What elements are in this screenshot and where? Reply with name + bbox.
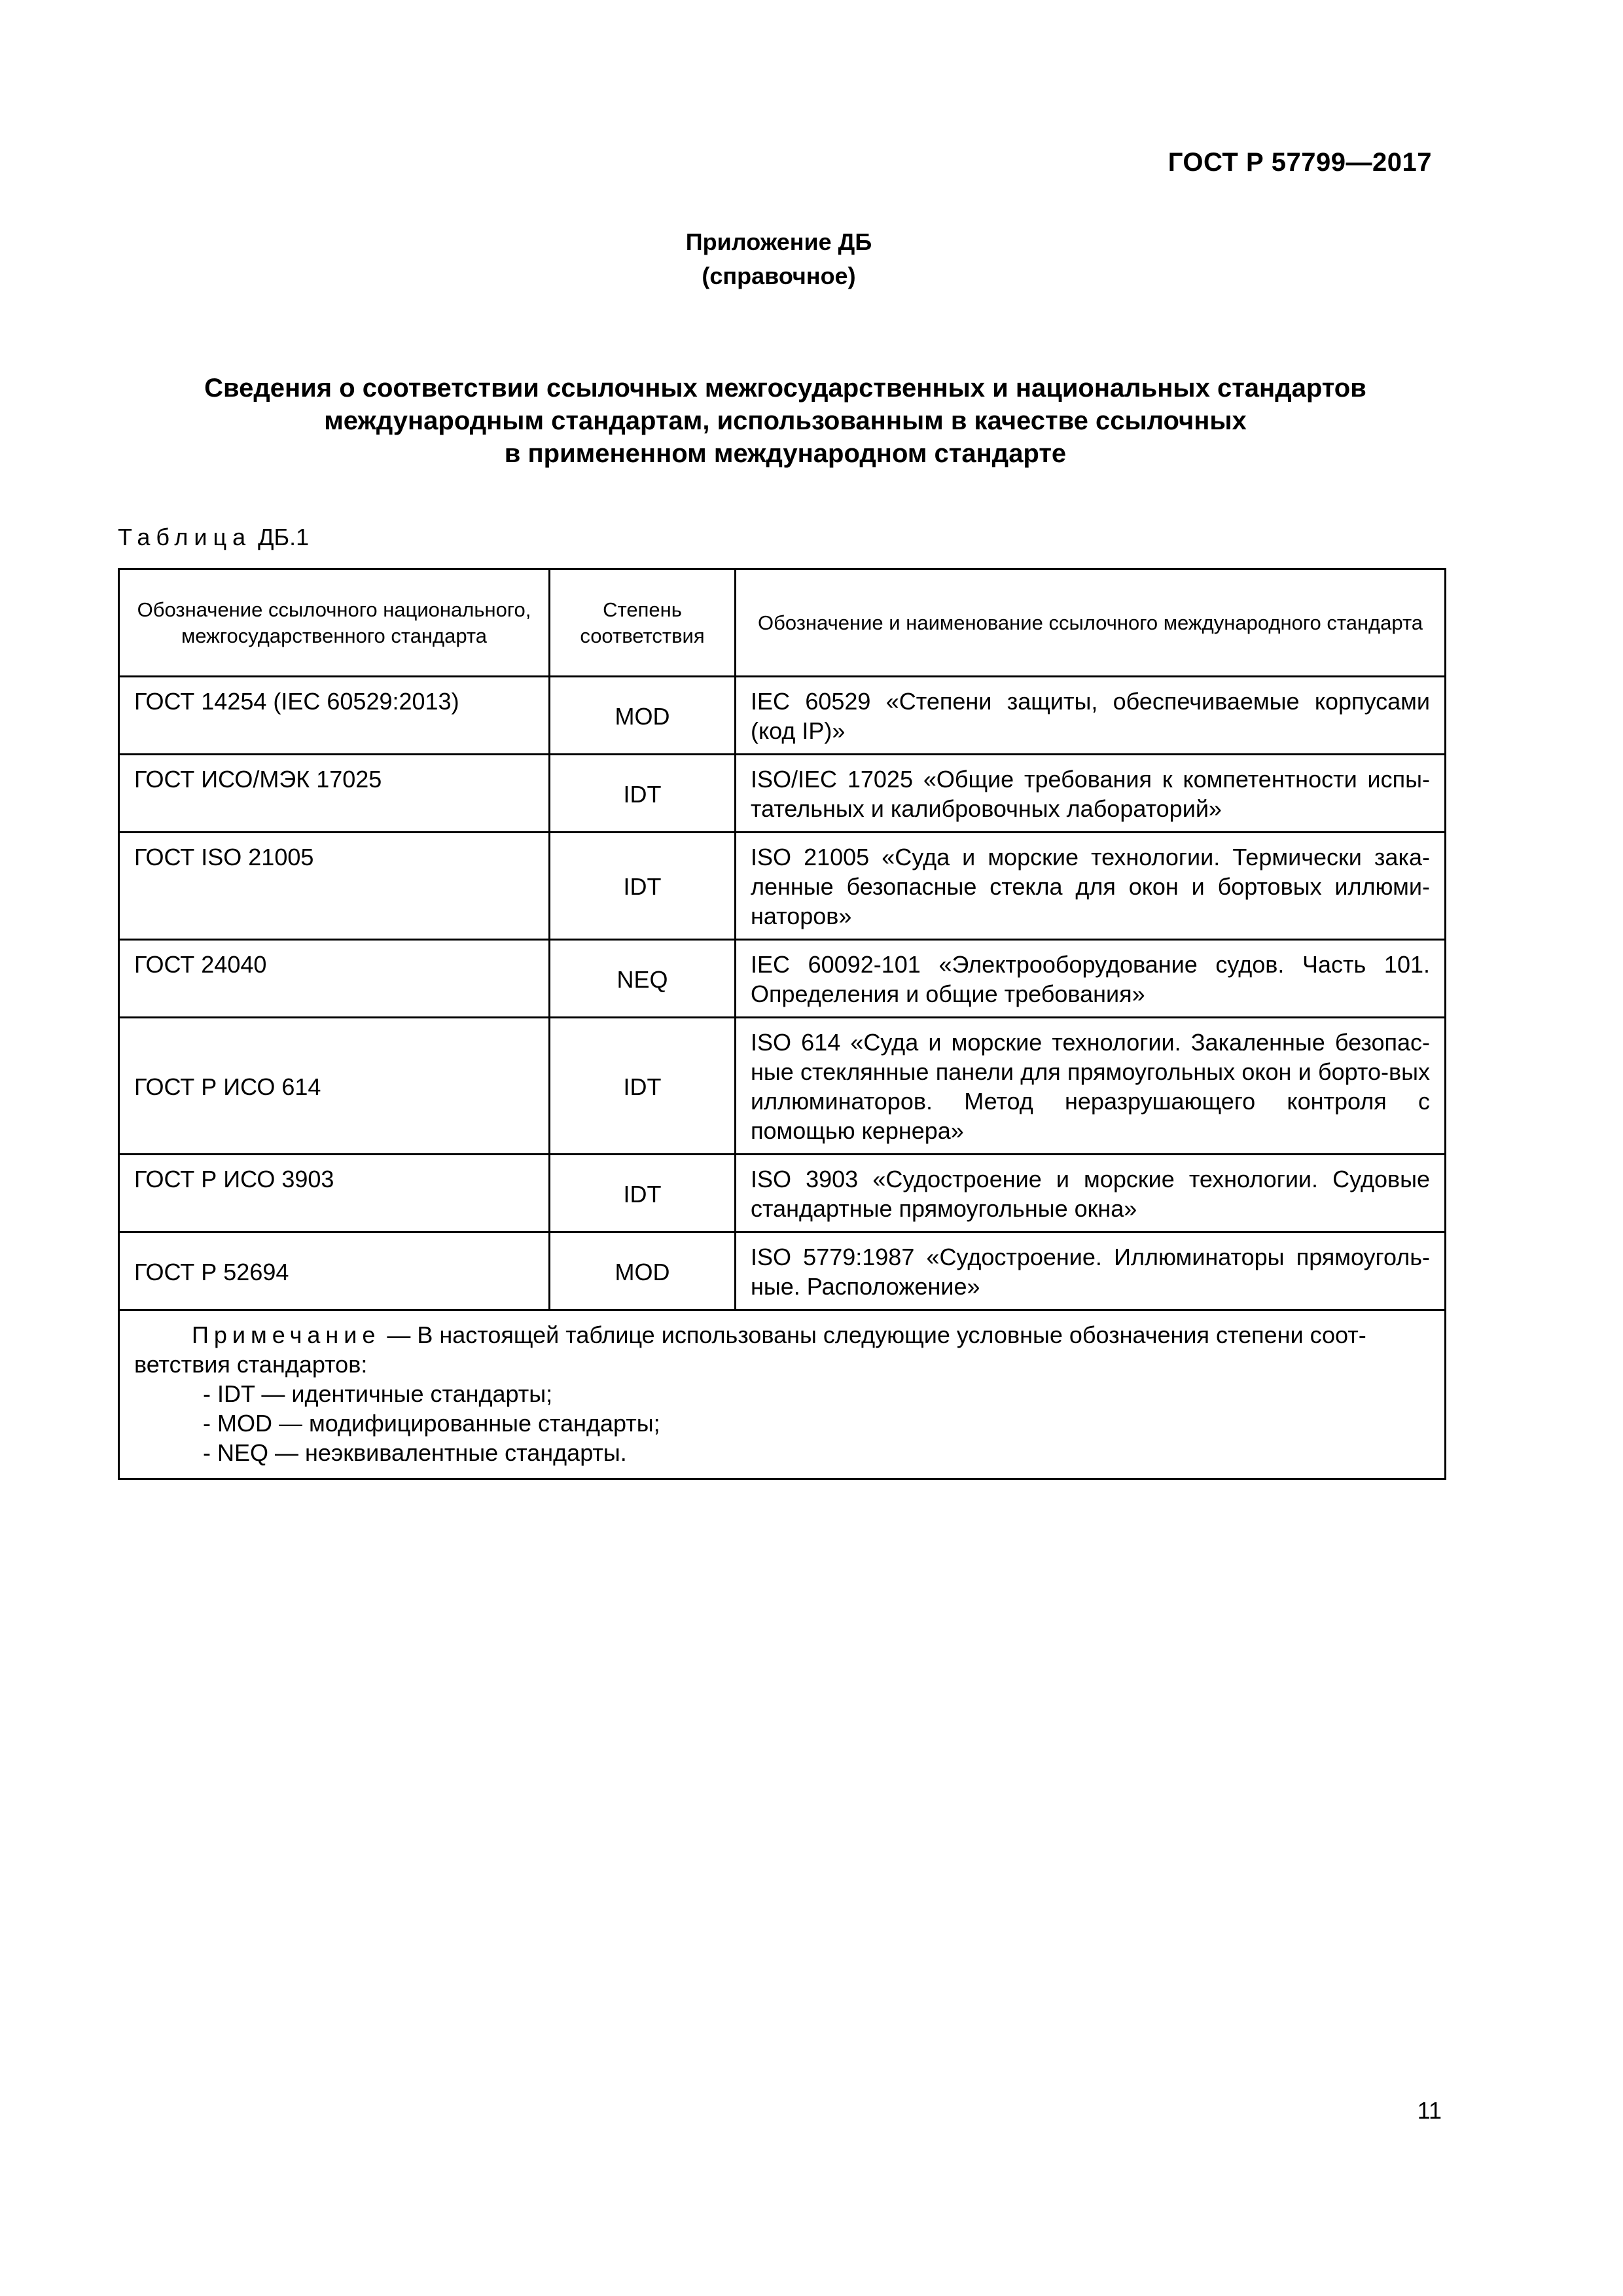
- table-row: [119, 1232, 1446, 1310]
- cell-standard: ГОСТ Р 52694: [119, 1232, 550, 1310]
- page-title-line-3: в примененном международном стандарте: [504, 439, 1067, 468]
- cell-standard: ГОСТ Р ИСО 614: [119, 1018, 550, 1155]
- note-item-idt: - IDT — идентичные стандарты;: [203, 1380, 553, 1407]
- table-row: [119, 1018, 1446, 1155]
- cell-standard: ГОСТ 24040: [119, 940, 550, 1018]
- table-row: [119, 833, 1446, 940]
- note-heading: [134, 1320, 1430, 1379]
- table-row: [119, 677, 1446, 755]
- cell-international: ISO/IEC 17025 «Общие требования к компетентности испы-тательных и калибровочных лабораторий»: [736, 755, 1446, 833]
- cell-degree: MOD: [550, 1232, 736, 1310]
- table-caption-number: ДБ.1: [258, 524, 310, 550]
- cell-international: ISO 3903 «Судостроение и морские технологии. Судовые стандартные прямоугольные окна»: [736, 1155, 1446, 1232]
- table-header-row: [119, 569, 1446, 677]
- cell-degree: IDT: [550, 1155, 736, 1232]
- cell-standard: ГОСТ ИСО/МЭК 17025: [119, 755, 550, 833]
- cell-degree: IDT: [550, 755, 736, 833]
- header-national-standard: Обозначение ссылочного национального, межгосударственного стандарта: [119, 569, 550, 677]
- cell-international: IEC 60092-101 «Электрооборудование судов. Часть 101. Определения и общие требования»: [736, 940, 1446, 1018]
- cell-standard: ГОСТ ISO 21005: [119, 833, 550, 940]
- cell-degree: IDT: [550, 833, 736, 940]
- table-caption-word: Таблица: [118, 524, 252, 550]
- page-title-line-1: Сведения о соответствии ссылочных межгосударственных и национальных стандартов: [204, 374, 1366, 403]
- cell-degree: IDT: [550, 1018, 736, 1155]
- page-title-line-2: международным стандартам, использованным в качестве ссылочных: [324, 406, 1247, 435]
- cell-international: ISO 614 «Суда и морские технологии. Закаленные безопас-ные стеклянные панели для прямоугольных окон и борто-вых иллюминаторов. Метод неразрушающего контроля с помощью кернера»: [736, 1018, 1446, 1155]
- annex-title: Приложение ДБ: [685, 228, 872, 255]
- annex-subtitle: (справочное): [702, 262, 856, 289]
- cell-standard: ГОСТ 14254 (IEC 60529:2013): [119, 677, 550, 755]
- cell-degree: NEQ: [550, 940, 736, 1018]
- page-number: 11: [1417, 2097, 1442, 2124]
- note-item-neq: - NEQ — неэквивалентные стандарты.: [203, 1439, 627, 1466]
- table-caption: [118, 524, 309, 551]
- cell-degree: MOD: [550, 677, 736, 755]
- table-note-row: [119, 1310, 1446, 1479]
- table-row: [119, 755, 1446, 833]
- cell-standard: ГОСТ Р ИСО 3903: [119, 1155, 550, 1232]
- note-item-mod: - MOD — модифицированные стандарты;: [203, 1410, 660, 1437]
- note-label: Примечание: [192, 1321, 381, 1348]
- header-degree: Степень соответствия: [550, 569, 736, 677]
- cell-international: ISO 5779:1987 «Судостроение. Иллюминаторы прямоуголь-ные. Расположение»: [736, 1232, 1446, 1310]
- cell-international: ISO 21005 «Суда и морские технологии. Термически зака-ленные безопасные стекла для окон и бортовых иллюми-наторов»: [736, 833, 1446, 940]
- annex-heading: [0, 225, 1558, 293]
- header-international-standard: Обозначение и наименование ссылочного международного стандарта: [736, 569, 1446, 677]
- page-title: [105, 372, 1466, 470]
- table-row: [119, 940, 1446, 1018]
- document-code: ГОСТ Р 57799—2017: [1168, 148, 1432, 177]
- table-note: [119, 1310, 1446, 1479]
- note-text: — В настоящей таблице использованы следующие условные обозначения степени соот-ветствия стандартов:: [134, 1321, 1366, 1378]
- cell-international: IEC 60529 «Степени защиты, обеспечиваемые корпусами (код IP)»: [736, 677, 1446, 755]
- table-row: [119, 1155, 1446, 1232]
- reference-standards-table: [118, 568, 1446, 1480]
